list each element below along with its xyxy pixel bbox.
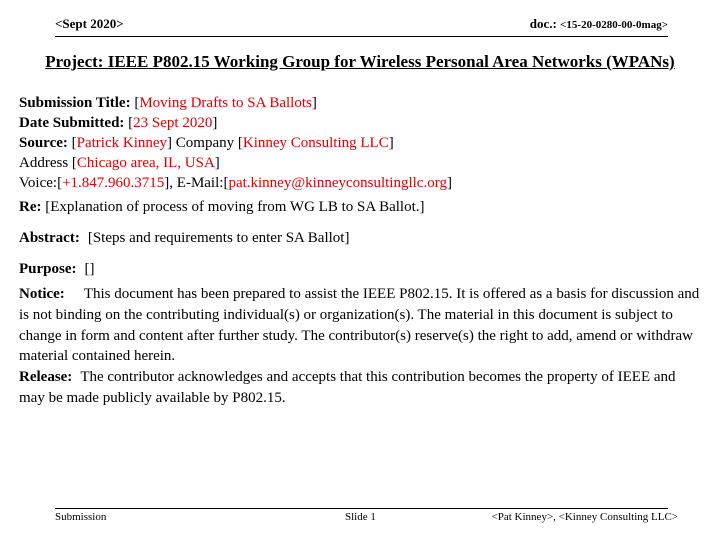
submission-title-label: Submission Title: [19,95,135,111]
footer-divider [55,508,668,509]
doc-number: <15-20-0280-00-0mag> [560,19,668,31]
voice-label: Voice: [19,175,58,191]
address-label: Address [19,155,72,171]
source-line: Source: [Patrick Kinney] Company [Kinney Consulting LLC] [19,135,394,151]
footer-slide-number: Slide 1 [345,511,376,523]
voice-value: +1.847.960.3715 [62,175,165,191]
source-label: Source: [19,135,72,151]
footer-author: <Pat Kinney>, <Kinney Consulting LLC> [491,511,678,523]
release-paragraph [19,367,704,409]
address-value: Chicago area, IL, USA [76,155,215,171]
abstract-line: Abstract: [Steps and requirements to enter SA Ballot] [19,230,350,246]
header-doc-id [530,16,668,32]
purpose-label: Purpose: [19,261,77,277]
re-label: Re: [19,199,42,215]
email-label: , E-Mail: [169,175,224,191]
contact-line: Voice:[+1.847.960.3715], E-Mail:[pat.kinney@kinneyconsultingllc.org] [19,175,452,191]
re-value: Explanation of process of moving from WG LB to SA Ballot. [50,199,420,215]
release-label: Release: [19,369,73,386]
header-date: <Sept 2020> [55,16,124,31]
purpose-line: Purpose: [] [19,261,95,277]
release-text: The contributor acknowledges and accepts that this contribution becomes the property of IEEE and may be made publicly available by P802.15. [19,369,676,406]
submission-info [19,93,704,193]
abstract-label: Abstract: [19,230,80,246]
abstract-value: Steps and requirements to enter SA Ballot [92,230,345,246]
footer-submission: Submission [55,511,107,523]
notice-paragraph [19,284,704,367]
header-divider [55,36,668,37]
re-line: Re: [Explanation of process of moving from WG LB to SA Ballot.] [19,199,425,215]
doc-label: doc.: [529,16,561,31]
date-submitted-label: Date Submitted: [19,115,129,131]
notice-text: This document has been prepared to assist the IEEE P802.15. It is offered as a basis for discussion and is not binding on the contributing individual(s) or organization(s). The material in this document is subject to change in form and content after further study. The contributor(s) reserve(s) the right to add, amend or withdraw material contained herein. [19,286,700,365]
address-line: Address [Chicago area, IL, USA] [19,155,220,171]
date-submitted-value: 23 Sept 2020 [133,115,213,131]
date-submitted-line: Date Submitted: [23 Sept 2020] [19,115,218,131]
email-value: pat.kinney@kinneyconsultingllc.org [228,175,447,191]
submission-title-value: Moving Drafts to SA Ballots [139,95,312,111]
submission-title-line: Submission Title: [Moving Drafts to SA Ballots] [19,95,317,111]
company-value: Kinney Consulting LLC [242,135,389,151]
project-title: Project: IEEE P802.15 Working Group for Wireless Personal Area Networks (WPANs) [45,52,675,71]
notice-label: Notice: [19,286,65,302]
source-value: Patrick Kinney [76,135,168,151]
notice-release-block [19,284,704,409]
company-label: Company [172,135,238,151]
